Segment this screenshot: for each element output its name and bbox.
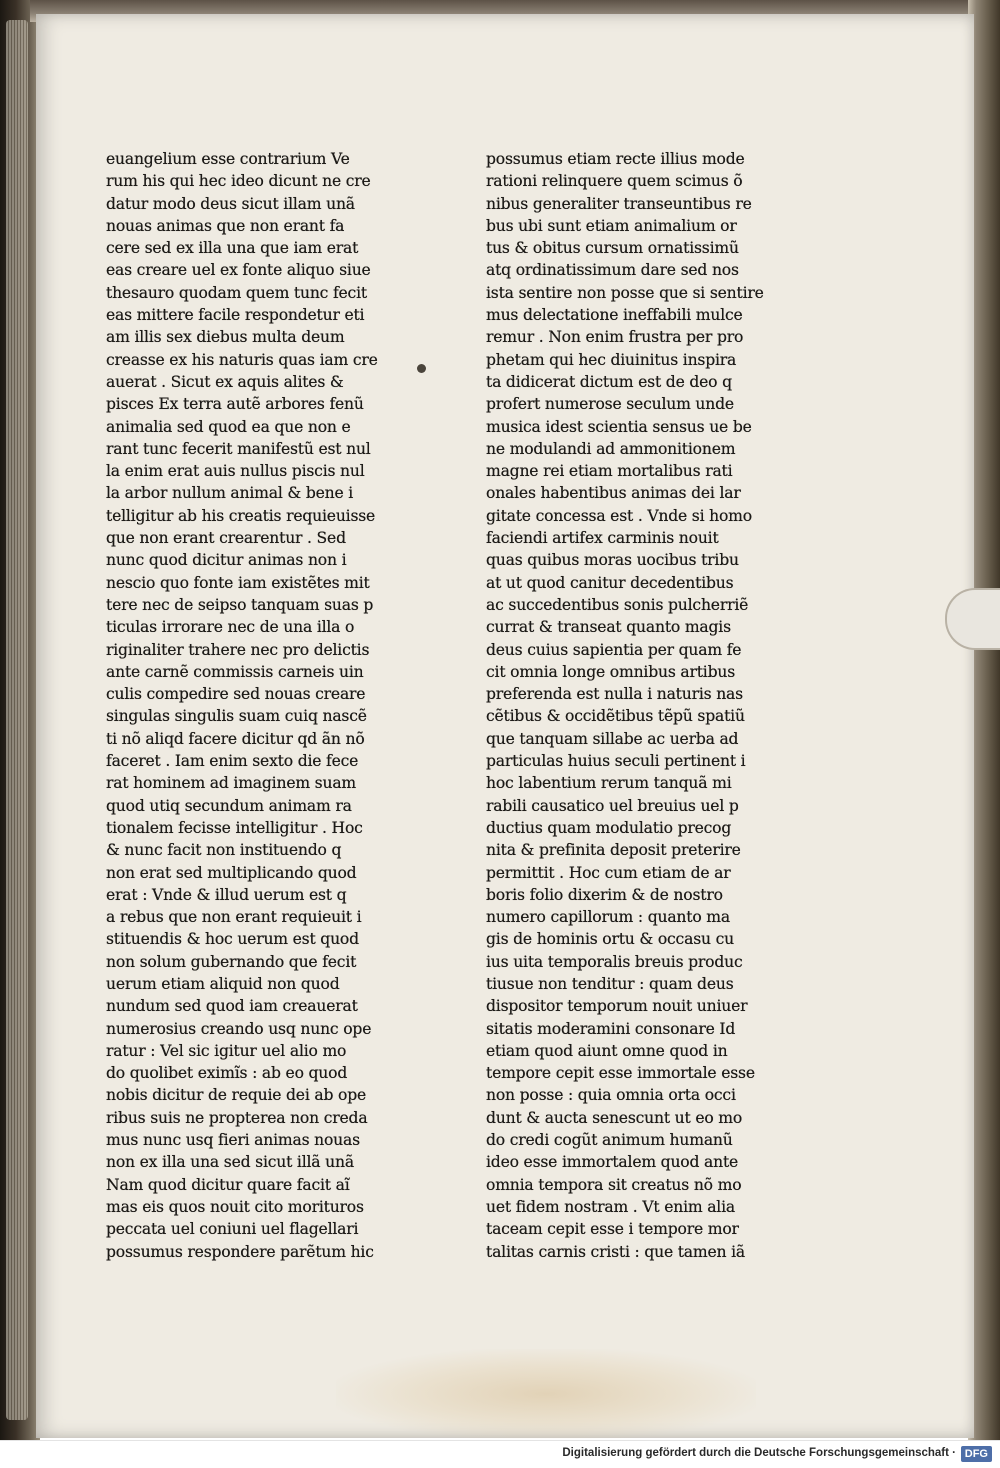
text-line: permittit . Hoc cum etiam de ar (486, 863, 731, 882)
text-line: possumus respondere parẽtum hic (106, 1242, 374, 1261)
text-line: cere sed ex illa una que iam erat (106, 239, 359, 258)
text-line: non erat sed multiplicando quod (106, 863, 357, 882)
text-line: dispositor temporum nouit uniuer (486, 997, 748, 1016)
text-line: onales habentibus animas dei lar (486, 484, 741, 503)
text-line: tiusue non tenditur : quam deus (486, 974, 734, 993)
text-line: numero capillorum : quanto ma (486, 908, 730, 927)
text-line: tempore cepit esse immortale esse (486, 1064, 755, 1083)
text-line: mus nunc usq fieri animas nouas (106, 1131, 360, 1150)
footer-bar (0, 1440, 1000, 1468)
text-line: ta didicerat dictum est de deo q (486, 372, 732, 391)
text-line: profert numerose seculum unde (486, 395, 734, 414)
text-line: phetam qui hec diuinitus inspira (486, 350, 737, 369)
text-line: euangelium esse contrarium Ve (106, 150, 350, 168)
text-line: eas mittere facile respondetur eti (106, 306, 365, 325)
text-line: nouas animas que non erant fa (106, 216, 345, 235)
text-line: ductius quam modulatio precog (486, 818, 732, 837)
dfg-logo: DFG (961, 1446, 992, 1462)
text-line: creasse ex his naturis quas iam cre (106, 350, 378, 369)
text-line: numerosius creando usq nunc ope (106, 1019, 372, 1038)
text-line: ribus suis ne propterea non creda (106, 1108, 368, 1127)
text-line: talitas carnis cristi : que tamen iã (486, 1242, 746, 1261)
text-line: taceam cepit esse i tempore mor (486, 1220, 739, 1239)
text-line: ante carnẽ commissis carneis uin (106, 662, 364, 681)
text-line: quas quibus moras uocibus tribu (486, 551, 739, 570)
text-line: animalia sed quod ea que non e (106, 417, 351, 436)
text-line: musica idest scientia sensus ue be (486, 417, 752, 436)
text-line: Nam quod dicitur quare facit aĩ (106, 1175, 350, 1194)
text-line: nunc quod dicitur animas non i (106, 551, 347, 570)
text-line: deus cuius sapientia per quam fe (486, 640, 742, 659)
text-line: omnia tempora sit creatus nõ mo (486, 1175, 742, 1194)
text-line: magne rei etiam mortalibus rati (486, 462, 733, 481)
text-line: uet fidem nostram . Vt enim alia (486, 1197, 735, 1216)
text-line: thesauro quodam quem tunc fecit (106, 283, 367, 302)
text-line: mas eis quos nouit cito morituros (106, 1197, 364, 1216)
text-line: at ut quod canitur decedentibus (486, 573, 734, 592)
text-line: singulas singulis suam cuiq nascẽ (106, 707, 367, 726)
text-line: atq ordinatissimum dare sed nos (486, 261, 739, 280)
text-line: preferenda est nulla i naturis nas (486, 685, 743, 704)
text-line: rationi relinquere quem scimus õ (486, 172, 743, 191)
text-line: erat : Vnde & illud uerum est q (106, 885, 347, 904)
text-line: nita & prefinita deposit preterire (486, 841, 741, 860)
text-line: gitate concessa est . Vnde si homo (486, 506, 752, 525)
text-line: peccata uel coniuni uel flagellari (106, 1220, 359, 1239)
text-line: remur . Non enim frustra per pro (486, 328, 744, 347)
text-line: stituendis & hoc uerum est quod (106, 930, 359, 949)
text-line: tus & obitus cursum ornatissimũ (486, 239, 739, 258)
text-line: que tanquam sillabe ac uerba ad (486, 729, 739, 748)
text-line: rant tunc fecerit manifestũ est nul (106, 439, 371, 458)
text-line: sitatis moderamini consonare Id (486, 1019, 736, 1038)
book-edge-left (0, 0, 40, 1440)
text-line: do quolibet eximĩs : ab eo quod (106, 1064, 348, 1083)
text-line: bus ubi sunt etiam animalium or (486, 216, 737, 235)
text-line: currat & transeat quanto magis (486, 618, 731, 637)
text-line: tionalem fecisse intelligitur . Hoc (106, 818, 363, 837)
text-line: cẽtibus & occidẽtibus tẽpũ spatiũ (486, 707, 745, 726)
text-line: pisces Ex terra autẽ arbores fenũ (106, 395, 364, 414)
text-line: la enim erat auis nullus piscis nul (106, 462, 365, 481)
text-line: riginaliter trahere nec pro delictis (106, 640, 370, 659)
text-line: faceret . Iam enim sexto die fece (106, 752, 359, 771)
footer-credit: Digitalisierung gefördert durch die Deutsche Forschungsgemeinschaft · (562, 1447, 956, 1459)
text-line: auerat . Sicut ex aquis alites & (106, 372, 344, 391)
text-line: quod utiq secundum animam ra (106, 796, 352, 815)
text-line: gis de hominis ortu & occasu cu (486, 930, 734, 949)
text-line: ista sentire non posse que si sentire (486, 283, 764, 302)
text-line: am illis sex diebus multa deum (106, 328, 345, 347)
text-line: rabili causatico uel breuius uel p (486, 796, 739, 815)
text-line: do credi cogũt animum humanũ (486, 1131, 733, 1150)
text-line: particulas huius seculi pertinent i (486, 752, 746, 771)
text-line: faciendi artifex carminis nouit (486, 529, 719, 548)
text-column-right (486, 148, 771, 1263)
text-column-left (106, 148, 406, 1263)
text-line: possumus etiam recte illius mode (486, 150, 745, 168)
text-line: tere nec de seipso tanquam suas p (106, 595, 374, 614)
text-line: culis compedire sed nouas creare (106, 685, 366, 704)
text-line: a rebus que non erant requieuit i (106, 908, 362, 927)
text-line: hoc labentium rerum tanquã mi (486, 774, 732, 793)
text-line: nibus generaliter transeuntibus re (486, 194, 752, 213)
text-line: nundum sed quod iam creauerat (106, 997, 358, 1016)
worm-hole (417, 364, 426, 373)
text-line: eas creare uel ex fonte aliquo siue (106, 261, 371, 280)
text-line: non posse : quia omnia orta occi (486, 1086, 736, 1105)
text-line: ideo esse immortalem quod ante (486, 1153, 739, 1172)
text-line: uerum etiam aliquid non quod (106, 974, 340, 993)
text-line: que non erant crearentur . Sed (106, 529, 346, 548)
text-line: datur modo deus sicut illam unã (106, 194, 355, 213)
text-line: ti nõ aliqd facere dicitur qd ãn nõ (106, 729, 365, 748)
page-tab-marker (945, 588, 1000, 650)
text-line: non solum gubernando que fecit (106, 952, 357, 971)
text-line: ratur : Vel sic igitur uel alio mo (106, 1041, 347, 1060)
text-line: rat hominem ad imaginem suam (106, 774, 357, 793)
text-line: ac succedentibus sonis pulcherriẽ (486, 595, 749, 614)
text-line: mus delectatione ineffabili mulce (486, 306, 743, 325)
text-line: telligitur ab his creatis requieuisse (106, 506, 376, 525)
text-line: & nunc facit non instituendo q (106, 841, 342, 860)
text-line: ne modulandi ad ammonitionem (486, 439, 736, 458)
paper-stain (336, 1349, 756, 1439)
text-line: ius uita temporalis breuis produc (486, 952, 743, 971)
text-line: ticulas irrorare nec de una illa o (106, 618, 355, 637)
page-stack (6, 20, 28, 1420)
text-line: cit omnia longe omnibus artibus (486, 662, 736, 681)
text-line: la arbor nullum animal & bene i (106, 484, 354, 503)
text-line: nobis dicitur de requie dei ab ope (106, 1086, 367, 1105)
text-line: boris folio dixerim & de nostro (486, 885, 723, 904)
text-line: dunt & aucta senescunt ut eo mo (486, 1108, 743, 1127)
text-line: rum his qui hec ideo dicunt ne cre (106, 172, 371, 191)
text-line: non ex illa una sed sicut illã unã (106, 1153, 354, 1172)
text-line: nescio quo fonte iam existẽtes mit (106, 573, 370, 592)
text-line: etiam quod aiunt omne quod in (486, 1041, 728, 1060)
